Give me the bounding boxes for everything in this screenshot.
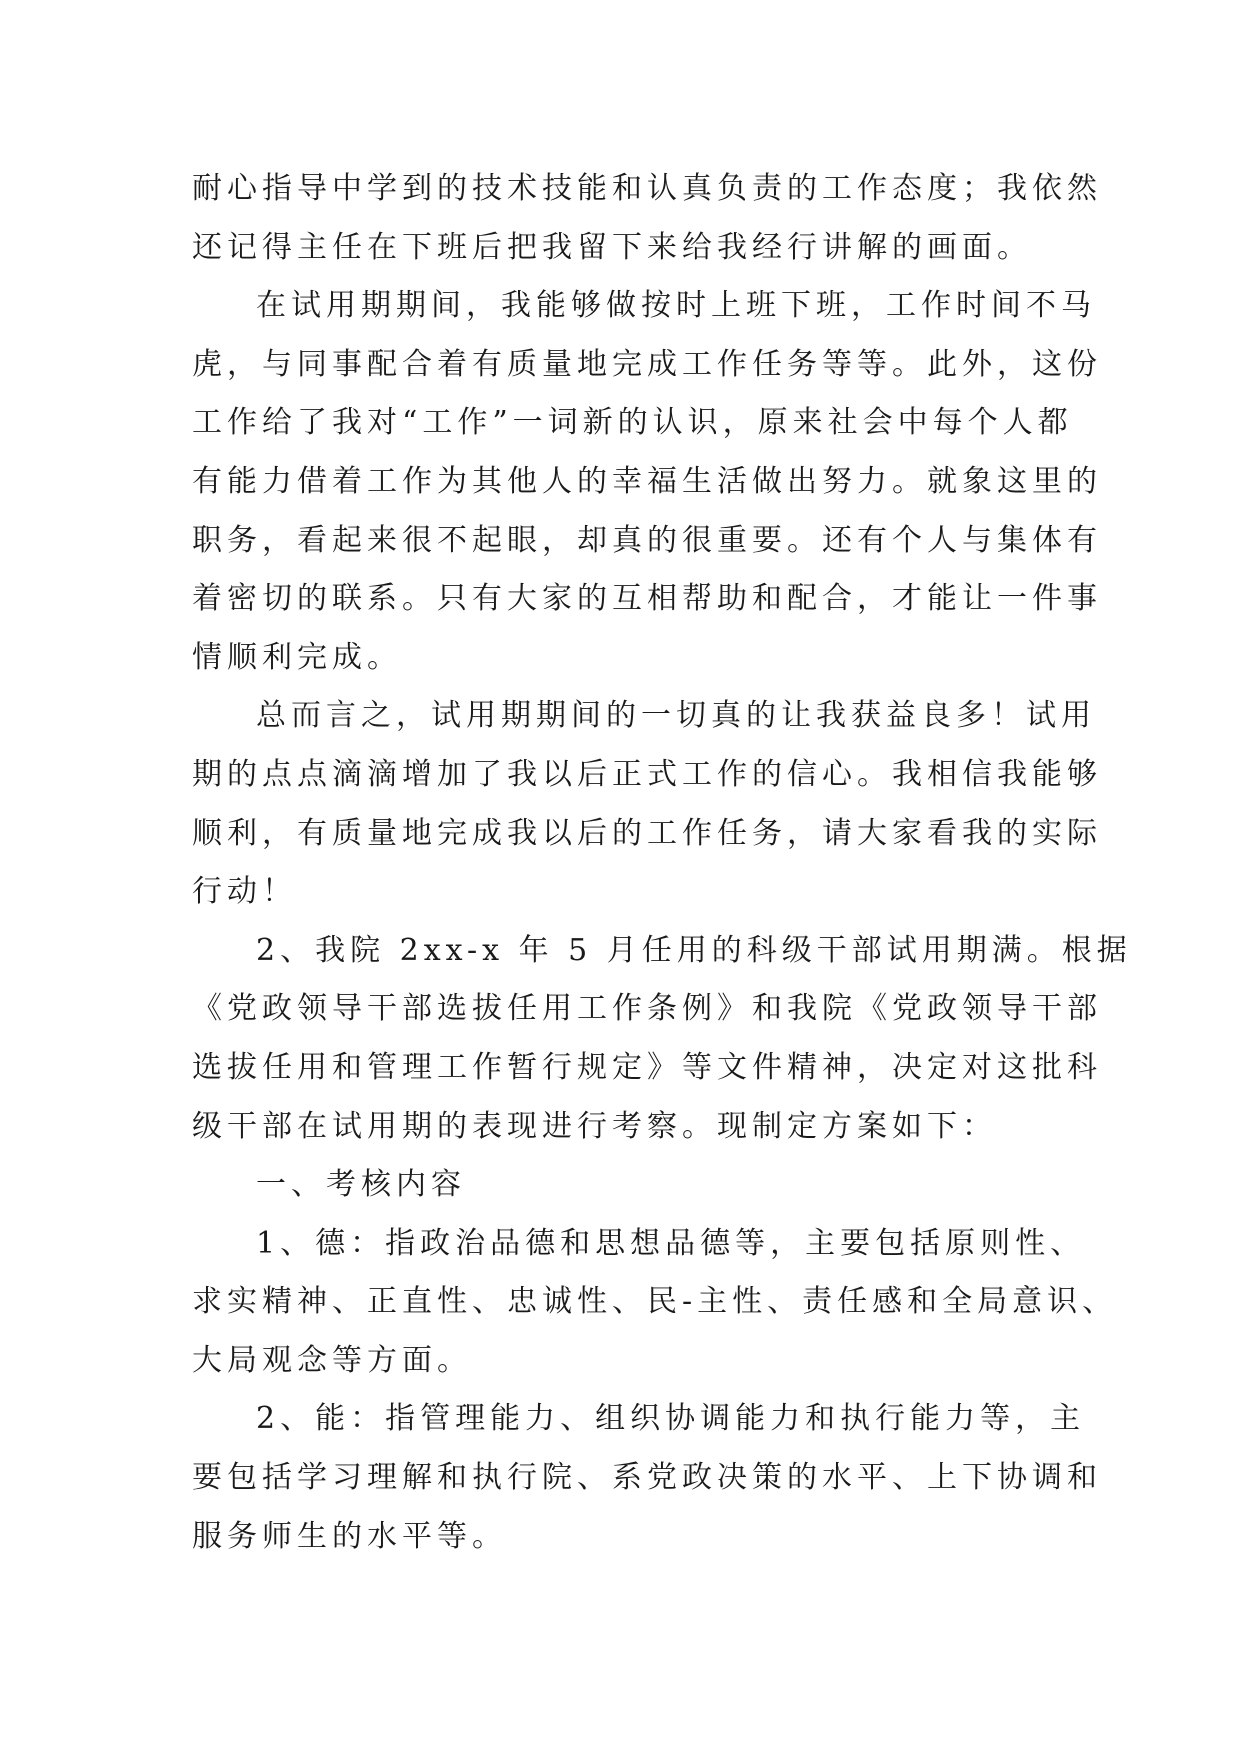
text-line: 一、考核内容 [256,1167,466,1203]
text-line: 级干部在试用期的表现进行考察。现制定方案如下： [192,1108,997,1144]
text-line: 2、能：指管理能力、组织协调能力和执行能力等，主 [256,1401,1086,1437]
text-line: 还记得主任在下班后把我留下来给我经行讲解的画面。 [192,229,1032,265]
text-line: 工作给了我对“工作”一词新的认识，原来社会中每个人都 [192,405,1073,441]
text-line: 总而言之，试用期期间的一切真的让我获益良多！试用 [256,698,1096,734]
text-line: 1、德：指政治品德和思想品德等，主要包括原则性、 [256,1225,1086,1261]
text-line: 期的点点滴滴增加了我以后正式工作的信心。我相信我能够 [192,756,1102,792]
text-line: 《党政领导干部选拔任用工作条例》和我院《党政领导干部 [192,991,1102,1027]
text-line: 有能力借着工作为其他人的幸福生活做出努力。就象这里的 [192,463,1102,499]
text-line: 要包括学习理解和执行院、系党政决策的水平、上下协调和 [192,1460,1102,1496]
text-line: 行动！ [192,874,297,910]
text-line: 服务师生的水平等。 [192,1518,507,1554]
text-line: 顺利，有质量地完成我以后的工作任务，请大家看我的实际 [192,815,1102,851]
text-line: 2、我院 2xx-x 年 5 月任用的科级干部试用期满。根据 [256,932,1132,968]
document-body [192,160,1132,1566]
text-line: 职务，看起来很不起眼，却真的很重要。还有个人与集体有 [192,522,1102,558]
text-line: 耐心指导中学到的技术技能和认真负责的工作态度；我依然 [192,171,1102,206]
text-line: 情顺利完成。 [192,639,402,675]
text-line: 求实精神、正直性、忠诚性、民-主性、责任感和全局意识、 [192,1284,1118,1320]
text-line: 在试用期期间，我能够做按时上班下班，工作时间不马 [256,288,1096,324]
text-line: 着密切的联系。只有大家的互相帮助和配合，才能让一件事 [192,581,1102,617]
text-line: 大局观念等方面。 [192,1342,472,1378]
text-line: 虎，与同事配合着有质量地完成工作任务等等。此外，这份 [192,346,1102,382]
text-line: 选拔任用和管理工作暂行规定》等文件精神，决定对这批科 [192,1049,1102,1085]
